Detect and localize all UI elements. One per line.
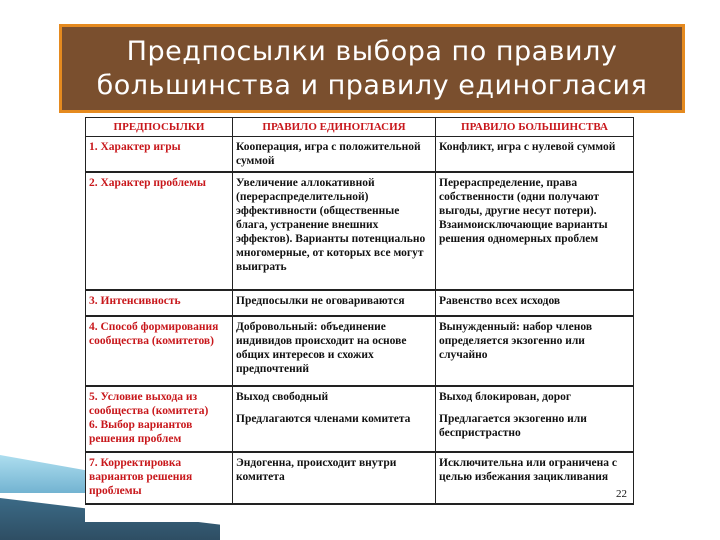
cell-majority-5: Выход блокирован, дорог [439,391,572,403]
cell-unanimity: Кооперация, игра с положительной суммой [233,137,436,173]
title-line-1: Предпосылки выбора по правилу [126,35,618,67]
cell-majority-pair [436,386,634,452]
cell-majority [436,452,634,504]
header-prerequisites: ПРЕДПОСЫЛКИ [86,118,233,137]
cell-majority: Вынужденный: набор членов определяется экзогенно или случайно [436,316,634,386]
row-label: 7. Корректировка вариантов решения проблемы [86,452,233,504]
cell-unanimity: Предпосылки не оговариваются [233,290,436,316]
cell-unanimity: Добровольный: объединение индивидов происходит на основе общих интересов и схожих предпочтений [233,316,436,386]
header-unanimity: ПРАВИЛО ЕДИНОГЛАСИЯ [233,118,436,137]
table-row [86,386,634,452]
comparison-table [85,117,633,522]
spacer [439,404,630,412]
cell-unanimity-6: Предлагаются членами комитета [236,413,411,425]
spacer [236,404,432,412]
table-row [86,452,634,504]
cell-unanimity: Увеличение аллокативной (перераспределительной) эффективности (общественные блага, устранение внешних эффектов). Варианты потенциально многомерные, от которых все могут выиграть [233,172,436,290]
cell-unanimity-5: Выход свободный [236,391,329,403]
cell-unanimity-pair [233,386,436,452]
cell-majority: Перераспределение, права собственности (одни получают выгоды, другие несут потери). Взаимоисключающие варианты решения одномерных проблем [436,172,634,290]
page-number: 22 [616,488,627,500]
slide-title [59,24,685,113]
title-line-2: большинства и правилу единогласия [96,69,648,101]
cell-majority: Конфликт, игра с нулевой суммой [436,137,634,173]
cell-unanimity: Эндогенна, происходит внутри комитета [233,452,436,504]
table-row [86,316,634,386]
row-label: 3. Интенсивность [86,290,233,316]
row-label: 1. Характер игры [86,137,233,173]
row-label: 2. Характер проблемы [86,172,233,290]
table-row [86,290,634,316]
row-label-6: 6. Выбор вариантов решения проблем [89,419,193,445]
table-row [86,172,634,290]
cell-majority-text: Исключительна или ограничена с целью избежания зацикливания [439,457,618,483]
cell-majority-6: Предлагается экзогенно или беспристрастно [439,413,587,439]
header-majority: ПРАВИЛО БОЛЬШИНСТВА [436,118,634,137]
row-label-5: 5. Условие выхода из сообщества (комитета) [89,391,209,417]
table-row [86,137,634,173]
cell-majority: Равенство всех исходов [436,290,634,316]
table-header-row [86,118,634,137]
row-label: 4. Способ формирования сообщества (комитетов) [86,316,233,386]
row-label-pair [86,386,233,452]
